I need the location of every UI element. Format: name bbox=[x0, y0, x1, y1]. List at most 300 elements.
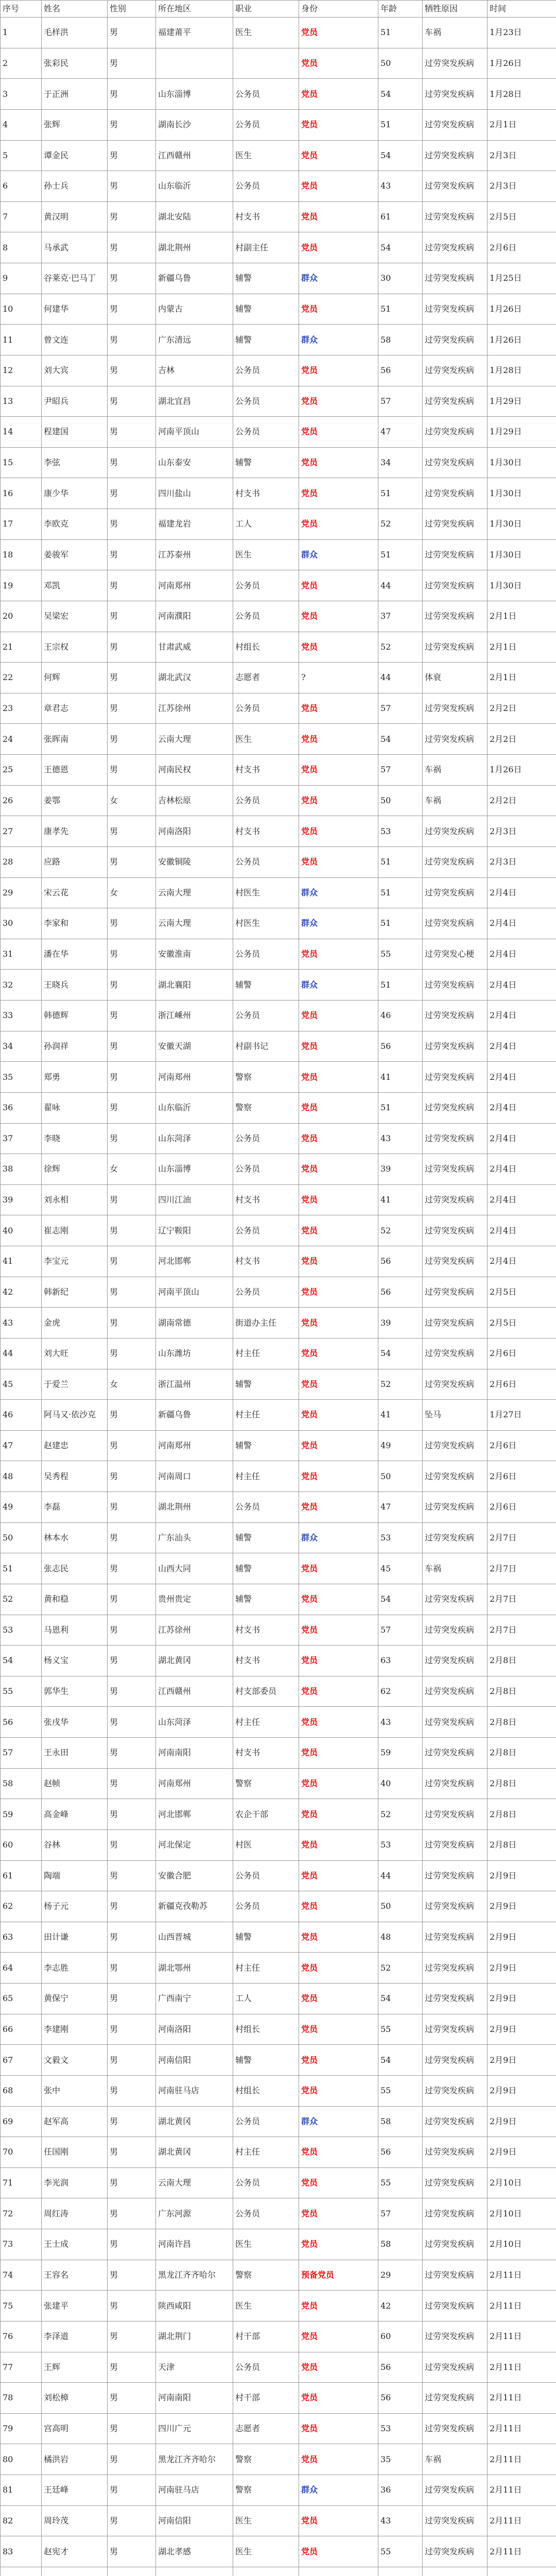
cell-identity: 党员 bbox=[299, 2075, 378, 2106]
cell-cause: 过劳突发疾病 bbox=[423, 693, 488, 724]
cell-gender: 男 bbox=[108, 1646, 156, 1676]
cell-identity: 党员 bbox=[299, 1492, 378, 1523]
cell-occupation: 村支书 bbox=[233, 755, 299, 786]
cell-age: 40 bbox=[378, 1768, 423, 1799]
cell-cause: 过劳突发疾病 bbox=[423, 2352, 488, 2383]
cell-gender: 男 bbox=[108, 2260, 156, 2291]
table-row bbox=[1, 1154, 556, 1185]
cell-index: 42 bbox=[1, 1277, 42, 1308]
cell-identity: 党员 bbox=[299, 1154, 378, 1185]
cell-occupation: 志愿者 bbox=[233, 2413, 299, 2444]
cell-gender: 男 bbox=[108, 1953, 156, 1984]
cell-region: 湖北襄阳 bbox=[156, 970, 233, 1001]
cell-cause: 过劳突发疾病 bbox=[423, 79, 488, 110]
cell-region: 安徽天湖 bbox=[156, 1031, 233, 1062]
cell-region: 浙江嵊州 bbox=[156, 1001, 233, 1031]
table-row bbox=[1, 663, 556, 693]
cell-index: 14 bbox=[1, 417, 42, 448]
cell-region: 河南濮阳 bbox=[156, 601, 233, 632]
cell-age: 55 bbox=[378, 2536, 423, 2567]
cell-index: 31 bbox=[1, 939, 42, 970]
cell-cause: 过劳突发疾病 bbox=[423, 816, 488, 847]
cell-age: 39 bbox=[378, 1154, 423, 1185]
cell-identity: 党员 bbox=[299, 2444, 378, 2475]
cell-region: 山东潍坊 bbox=[156, 1338, 233, 1369]
cell-cause: 过劳突发疾病 bbox=[423, 201, 488, 232]
cell-occupation: 辅警 bbox=[233, 970, 299, 1001]
table-row bbox=[1, 1123, 556, 1154]
table-row bbox=[1, 355, 556, 386]
cell-occupation: 辅警 bbox=[233, 1922, 299, 1953]
cell-cause: 过劳突发疾病 bbox=[423, 1646, 488, 1676]
cell-gender: 男 bbox=[108, 1338, 156, 1369]
cell-age: 39 bbox=[378, 1308, 423, 1338]
cell-name: 谷莱克·巴马丁 bbox=[42, 263, 108, 294]
cell-region: 黑龙江齐齐哈尔 bbox=[156, 2444, 233, 2475]
cell-occupation: 警察 bbox=[233, 2475, 299, 2506]
cell-gender: 男 bbox=[108, 939, 156, 970]
table-row bbox=[1, 2321, 556, 2352]
cell-gender: 男 bbox=[108, 2444, 156, 2475]
cell-age: 55 bbox=[378, 2167, 423, 2198]
cell-identity: 党员 bbox=[299, 601, 378, 632]
cell-occupation: 公务员 bbox=[233, 1154, 299, 1185]
cell-region: 吉林 bbox=[156, 355, 233, 386]
cell-name: 宫高明 bbox=[42, 2413, 108, 2444]
cell-age: 56 bbox=[378, 1246, 423, 1277]
cell-occupation: 公务员 bbox=[233, 355, 299, 386]
table-row bbox=[1, 755, 556, 786]
cell-region: 湖北黄冈 bbox=[156, 1646, 233, 1676]
cell-gender: 男 bbox=[108, 294, 156, 325]
cell-gender: 男 bbox=[108, 79, 156, 110]
cell-index: 4 bbox=[1, 109, 42, 140]
cell-age: 56 bbox=[378, 1031, 423, 1062]
cell-age: 44 bbox=[378, 570, 423, 601]
cell-gender: 男 bbox=[108, 2075, 156, 2106]
cell-cause: 过劳突发疾病 bbox=[423, 1062, 488, 1093]
cell-index bbox=[1, 2567, 42, 2576]
table-row bbox=[1, 325, 556, 355]
cell-occupation: 医生 bbox=[233, 2536, 299, 2567]
cell-name: 橘洪岩 bbox=[42, 2444, 108, 2475]
cell-region: 河南驻马店 bbox=[156, 2475, 233, 2506]
cell-occupation: 村支部委员 bbox=[233, 1676, 299, 1707]
table-row bbox=[1, 79, 556, 110]
cell-index: 47 bbox=[1, 1430, 42, 1461]
cell-date: 2月11日 bbox=[488, 2475, 556, 2506]
col-header-cause: 牺牲原因 bbox=[423, 1, 488, 18]
cell-occupation: 公务员 bbox=[233, 109, 299, 140]
cell-cause: 车祸 bbox=[423, 755, 488, 786]
col-header-date: 时间 bbox=[488, 1, 556, 18]
cell-identity: 党员 bbox=[299, 1707, 378, 1738]
cell-name: 高金峰 bbox=[42, 1799, 108, 1830]
cell-name: 尹昭兵 bbox=[42, 386, 108, 417]
cell-index: 32 bbox=[1, 970, 42, 1001]
cell-gender: 男 bbox=[108, 232, 156, 263]
cell-region: 新疆克孜勒苏 bbox=[156, 1891, 233, 1922]
cell-region bbox=[156, 48, 233, 79]
cell-date: 2月9日 bbox=[488, 1953, 556, 1984]
cell-gender: 男 bbox=[108, 1430, 156, 1461]
cell-date: 2月1日 bbox=[488, 663, 556, 693]
cell-age: 52 bbox=[378, 509, 423, 540]
cell-occupation: 公务员 bbox=[233, 693, 299, 724]
cell-date: 2月5日 bbox=[488, 201, 556, 232]
cell-occupation: 医生 bbox=[233, 724, 299, 755]
cell-name: 郑勇 bbox=[42, 1062, 108, 1093]
cell-gender: 男 bbox=[108, 1522, 156, 1553]
cell-occupation: 警察 bbox=[233, 1062, 299, 1093]
cell-age: 51 bbox=[378, 877, 423, 908]
cell-region: 河南平顶山 bbox=[156, 1277, 233, 1308]
cell-occupation: 公务员 bbox=[233, 1215, 299, 1246]
cell-date: 2月4日 bbox=[488, 908, 556, 939]
table-row bbox=[1, 1522, 556, 1553]
cell-gender: 男 bbox=[108, 1031, 156, 1062]
cell-occupation: 公务员 bbox=[233, 1860, 299, 1891]
cell-region: 湖北宜昌 bbox=[156, 386, 233, 417]
cell-identity: 党员 bbox=[299, 1953, 378, 1984]
cell-date: 2月6日 bbox=[488, 1369, 556, 1400]
cell-occupation: 医生 bbox=[233, 140, 299, 171]
cell-identity: 党员 bbox=[299, 632, 378, 663]
table-row bbox=[1, 2260, 556, 2291]
cell-region: 河南洛阳 bbox=[156, 816, 233, 847]
cell-identity: 党员 bbox=[299, 1738, 378, 1769]
cell-cause: 过劳突发疾病 bbox=[423, 2475, 488, 2506]
cell-region: 河南平顶山 bbox=[156, 417, 233, 448]
table-row bbox=[1, 1922, 556, 1953]
cell-identity: 党员 bbox=[299, 1123, 378, 1154]
cell-identity: 党员 bbox=[299, 1584, 378, 1615]
cell-region: 山西大同 bbox=[156, 1553, 233, 1584]
cell-occupation: 村医生 bbox=[233, 877, 299, 908]
cell-cause: 过劳突发疾病 bbox=[423, 294, 488, 325]
cell-index: 64 bbox=[1, 1953, 42, 1984]
cell-cause: 过劳突发疾病 bbox=[423, 846, 488, 877]
cell-region: 安徽铜陵 bbox=[156, 846, 233, 877]
cell-gender: 男 bbox=[108, 693, 156, 724]
cell-identity: 党员 bbox=[299, 171, 378, 202]
cell-occupation: 辅警 bbox=[233, 325, 299, 355]
cell-name: 杨子元 bbox=[42, 1891, 108, 1922]
cell-gender: 男 bbox=[108, 201, 156, 232]
cell-name: 何辉 bbox=[42, 663, 108, 693]
cell-index: 33 bbox=[1, 1001, 42, 1031]
cell-occupation: 医生 bbox=[233, 2291, 299, 2321]
cell-identity: 党员 bbox=[299, 939, 378, 970]
cell-date: 2月6日 bbox=[488, 1492, 556, 1523]
cell-name: 刘松樟 bbox=[42, 2383, 108, 2414]
cell-age: 29 bbox=[378, 2260, 423, 2291]
cell-occupation: 公务员 bbox=[233, 846, 299, 877]
cell-occupation: 警察 bbox=[233, 2444, 299, 2475]
cell-age: 43 bbox=[378, 2505, 423, 2536]
cell-identity: 群众 bbox=[299, 2475, 378, 2506]
cell-name: 曾文连 bbox=[42, 325, 108, 355]
cell-gender: 男 bbox=[108, 1584, 156, 1615]
cell-name: 张辉 bbox=[42, 109, 108, 140]
cell-cause: 过劳突发疾病 bbox=[423, 570, 488, 601]
cell-name: 于爱兰 bbox=[42, 1369, 108, 1400]
cell-gender: 男 bbox=[108, 2229, 156, 2260]
cell-name: 李欧克 bbox=[42, 509, 108, 540]
cell-region: 江西赣州 bbox=[156, 140, 233, 171]
cell-date: 1月26日 bbox=[488, 48, 556, 79]
table-row bbox=[1, 1738, 556, 1769]
cell-age: 54 bbox=[378, 2045, 423, 2076]
cell-occupation: 医生 bbox=[233, 539, 299, 570]
cell-identity: 群众 bbox=[299, 877, 378, 908]
cell-region: 河南信阳 bbox=[156, 2505, 233, 2536]
cell-age: 51 bbox=[378, 478, 423, 509]
cell-index: 62 bbox=[1, 1891, 42, 1922]
cell-identity: 党员 bbox=[299, 1860, 378, 1891]
cell-date: 1月30日 bbox=[488, 570, 556, 601]
cell-region: 云南大理 bbox=[156, 724, 233, 755]
cell-cause: 过劳突发疾病 bbox=[423, 2075, 488, 2106]
cell-cause: 过劳突发疾病 bbox=[423, 1891, 488, 1922]
cell-identity: 党员 bbox=[299, 1092, 378, 1123]
cell-name: 何建华 bbox=[42, 294, 108, 325]
cell-gender: 男 bbox=[108, 1922, 156, 1953]
cell-gender: 男 bbox=[108, 846, 156, 877]
cell-age: 50 bbox=[378, 48, 423, 79]
cell-region: 广东汕头 bbox=[156, 1522, 233, 1553]
cell-occupation: 村医生 bbox=[233, 908, 299, 939]
cell-cause: 过劳突发疾病 bbox=[423, 1001, 488, 1031]
cell-gender: 男 bbox=[108, 1277, 156, 1308]
cell-occupation: 辅警 bbox=[233, 1553, 299, 1584]
cell-gender: 男 bbox=[108, 2106, 156, 2137]
cell-name: 马恩利 bbox=[42, 1615, 108, 1646]
cell-cause: 过劳突发疾病 bbox=[423, 1860, 488, 1891]
cell-cause: 过劳突发疾病 bbox=[423, 2505, 488, 2536]
cell-cause: 过劳突发疾病 bbox=[423, 1768, 488, 1799]
cell-cause: 过劳突发疾病 bbox=[423, 970, 488, 1001]
cell-age: 53 bbox=[378, 1829, 423, 1860]
cell-region: 黑龙江齐齐哈尔 bbox=[156, 2260, 233, 2291]
cell-date: 2月7日 bbox=[488, 1584, 556, 1615]
cell-index: 18 bbox=[1, 539, 42, 570]
table-row bbox=[1, 2167, 556, 2198]
cell-index: 51 bbox=[1, 1553, 42, 1584]
cell-index: 19 bbox=[1, 570, 42, 601]
cell-name: 于正洲 bbox=[42, 79, 108, 110]
cell-occupation: 辅警 bbox=[233, 1584, 299, 1615]
table-row bbox=[1, 846, 556, 877]
cell-region: 江苏徐州 bbox=[156, 1615, 233, 1646]
cell-age: 57 bbox=[378, 693, 423, 724]
cell-occupation: 村组长 bbox=[233, 632, 299, 663]
cell-index: 67 bbox=[1, 2045, 42, 2076]
cell-region: 江苏徐州 bbox=[156, 693, 233, 724]
cell-cause: 过劳突发疾病 bbox=[423, 355, 488, 386]
cell-occupation: 街道办主任 bbox=[233, 1308, 299, 1338]
cell-identity: 党员 bbox=[299, 2045, 378, 2076]
cell-name: 赵军高 bbox=[42, 2106, 108, 2137]
cell-date: 2月9日 bbox=[488, 1984, 556, 2014]
cell-age: 62 bbox=[378, 1676, 423, 1707]
cell-region: 山东泰安 bbox=[156, 447, 233, 478]
cell-name: 毛样洪 bbox=[42, 18, 108, 48]
cell-index: 58 bbox=[1, 1768, 42, 1799]
cell-region: 天津 bbox=[156, 2352, 233, 2383]
cell-date: 2月10日 bbox=[488, 2198, 556, 2229]
cell-gender: 男 bbox=[108, 417, 156, 448]
cell-age: 54 bbox=[378, 1984, 423, 2014]
cell-gender: 男 bbox=[108, 1829, 156, 1860]
cell-age: 54 bbox=[378, 1584, 423, 1615]
cell-name: 王永田 bbox=[42, 1738, 108, 1769]
cell-occupation: 村主任 bbox=[233, 1707, 299, 1738]
cell-identity: 党员 bbox=[299, 355, 378, 386]
cell-date: 2月3日 bbox=[488, 171, 556, 202]
cell-identity: 党员 bbox=[299, 724, 378, 755]
table-row bbox=[1, 2291, 556, 2321]
cell-cause: 过劳突发疾病 bbox=[423, 1308, 488, 1338]
cell-name: 李家和 bbox=[42, 908, 108, 939]
cell-region: 山东菏泽 bbox=[156, 1123, 233, 1154]
cell-name: 李泽道 bbox=[42, 2321, 108, 2352]
table-row bbox=[1, 1031, 556, 1062]
cell-date: 1月23日 bbox=[488, 18, 556, 48]
cell-name: 李志胜 bbox=[42, 1953, 108, 1984]
cell-date: 2月8日 bbox=[488, 1738, 556, 1769]
cell-index: 81 bbox=[1, 2475, 42, 2506]
cell-region: 湖北荆州 bbox=[156, 1492, 233, 1523]
table-row bbox=[1, 18, 556, 48]
cell-region: 湖北荆州 bbox=[156, 232, 233, 263]
cell-index: 29 bbox=[1, 877, 42, 908]
cell-name: 黄和稳 bbox=[42, 1584, 108, 1615]
cell-cause: 车祸 bbox=[423, 785, 488, 816]
cell-date: 1月30日 bbox=[488, 509, 556, 540]
cell-age: 56 bbox=[378, 355, 423, 386]
cell-identity: 党员 bbox=[299, 447, 378, 478]
cell-name: 张建平 bbox=[42, 2291, 108, 2321]
cell-cause: 过劳突发疾病 bbox=[423, 1430, 488, 1461]
cell-cause: 过劳突发疾病 bbox=[423, 2106, 488, 2137]
cell-index: 70 bbox=[1, 2137, 42, 2168]
cell-name: 周玲茂 bbox=[42, 2505, 108, 2536]
cell-cause: 过劳突发疾病 bbox=[423, 1829, 488, 1860]
cell-identity: 党员 bbox=[299, 1768, 378, 1799]
cell-identity: 党员 bbox=[299, 693, 378, 724]
col-header-region: 所在地区 bbox=[156, 1, 233, 18]
cell-date: 2月4日 bbox=[488, 1123, 556, 1154]
cell-occupation: 辅警 bbox=[233, 1369, 299, 1400]
table-row bbox=[1, 1461, 556, 1492]
cell-age: 37 bbox=[378, 601, 423, 632]
cell-region: 湖北孝感 bbox=[156, 2536, 233, 2567]
cell-gender: 男 bbox=[108, 1984, 156, 2014]
cell-date: 2月11日 bbox=[488, 2321, 556, 2352]
cell-occupation: 村支书 bbox=[233, 1246, 299, 1277]
table-row bbox=[1, 539, 556, 570]
cell-age: 43 bbox=[378, 1707, 423, 1738]
cell-cause: 过劳突发疾病 bbox=[423, 2536, 488, 2567]
cell-name: 林本水 bbox=[42, 1522, 108, 1553]
cell-occupation: 辅警 bbox=[233, 447, 299, 478]
table-row bbox=[1, 1215, 556, 1246]
cell-gender: 男 bbox=[108, 970, 156, 1001]
cell-date: 2月2日 bbox=[488, 724, 556, 755]
cell-index: 36 bbox=[1, 1092, 42, 1123]
cell-occupation: 村组长 bbox=[233, 2075, 299, 2106]
table-row bbox=[1, 109, 556, 140]
cell-region: 江西赣州 bbox=[156, 1676, 233, 1707]
cell-date: 2月4日 bbox=[488, 1001, 556, 1031]
cell-index: 23 bbox=[1, 693, 42, 724]
cell-identity: 党员 bbox=[299, 1215, 378, 1246]
cell-date: 1月30日 bbox=[488, 539, 556, 570]
cell-identity: 党员 bbox=[299, 2505, 378, 2536]
cell-cause: 过劳突发疾病 bbox=[423, 1246, 488, 1277]
cell-cause: 过劳突发疾病 bbox=[423, 386, 488, 417]
cell-age: 41 bbox=[378, 1184, 423, 1215]
cell-index: 34 bbox=[1, 1031, 42, 1062]
cell-date: 2月1日 bbox=[488, 109, 556, 140]
cell-region: 江苏泰州 bbox=[156, 539, 233, 570]
cell-identity: 党员 bbox=[299, 816, 378, 847]
cell-occupation: 公务员 bbox=[233, 417, 299, 448]
cell-index: 56 bbox=[1, 1707, 42, 1738]
cell-date: 2月1日 bbox=[488, 632, 556, 663]
cell-cause: 过劳突发疾病 bbox=[423, 539, 488, 570]
cell-identity: 党员 bbox=[299, 294, 378, 325]
cell-index: 73 bbox=[1, 2229, 42, 2260]
cell-occupation: 村医 bbox=[233, 1829, 299, 1860]
cell-date: 2月11日 bbox=[488, 2291, 556, 2321]
cell-gender: 男 bbox=[108, 908, 156, 939]
table-row bbox=[1, 724, 556, 755]
table-row bbox=[1, 417, 556, 448]
table-row bbox=[1, 48, 556, 79]
cell-gender: 男 bbox=[108, 1123, 156, 1154]
cell-name: 田计谦 bbox=[42, 1922, 108, 1953]
cell-index: 49 bbox=[1, 1492, 42, 1523]
table-row bbox=[1, 1246, 556, 1277]
cell-name: 周红涛 bbox=[42, 2198, 108, 2229]
cell-age: 43 bbox=[378, 171, 423, 202]
cell-age: 56 bbox=[378, 1277, 423, 1308]
cell-occupation: 公务员 bbox=[233, 1891, 299, 1922]
cell-identity: 群众 bbox=[299, 263, 378, 294]
cell-index: 9 bbox=[1, 263, 42, 294]
cell-region: 四川盐山 bbox=[156, 478, 233, 509]
cell-region: 吉林松原 bbox=[156, 785, 233, 816]
cell-cause: 过劳突发疾病 bbox=[423, 478, 488, 509]
cell-identity: 党员 bbox=[299, 509, 378, 540]
cell-occupation: 公务员 bbox=[233, 570, 299, 601]
cell-date: 2月7日 bbox=[488, 1522, 556, 1553]
cell-gender: 男 bbox=[108, 2321, 156, 2352]
cell-region: 山东淄博 bbox=[156, 1154, 233, 1185]
cell-age: 50 bbox=[378, 1461, 423, 1492]
cell-region: 广东清远 bbox=[156, 325, 233, 355]
table-row bbox=[1, 1400, 556, 1431]
cell-occupation: 公务员 bbox=[233, 2106, 299, 2137]
cell-cause: 过劳突发疾病 bbox=[423, 877, 488, 908]
cell-age: 63 bbox=[378, 1646, 423, 1676]
cell-region: 河南郑州 bbox=[156, 570, 233, 601]
cell-index: 83 bbox=[1, 2536, 42, 2567]
cell-age: 47 bbox=[378, 417, 423, 448]
cell-occupation: 医生 bbox=[233, 18, 299, 48]
